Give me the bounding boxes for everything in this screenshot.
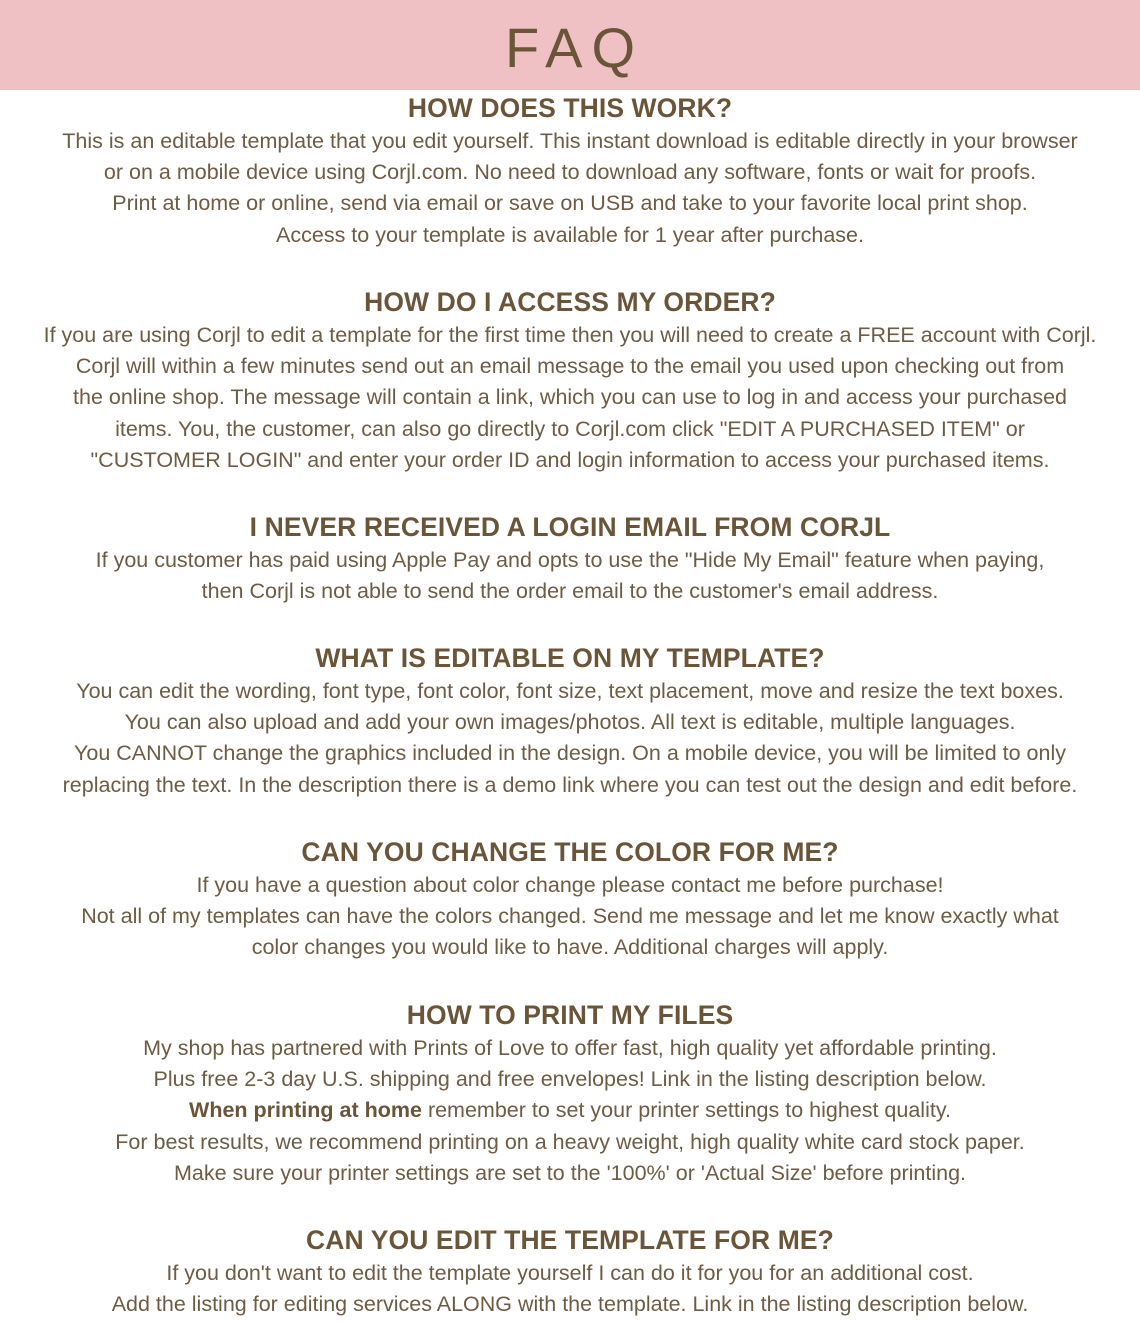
faq-line: then Corjl is not able to send the order email to the customer's email address. (201, 579, 939, 604)
faq-line: For best results, we recommend printing on a heavy weight, high quality white card stock paper. (115, 1129, 1025, 1154)
faq-heading: CAN YOU EDIT THE TEMPLATE FOR ME? (306, 1225, 834, 1255)
faq-line: Make sure your printer settings are set to the '100%' or 'Actual Size' before printing. (173, 1160, 966, 1185)
faq-section-change-color (0, 834, 1140, 964)
faq-heading: HOW DO I ACCESS MY ORDER? (364, 287, 776, 317)
header-banner (0, 0, 1140, 90)
faq-heading: I NEVER RECEIVED A LOGIN EMAIL FROM CORJL (249, 512, 891, 542)
faq-line: You can also upload and add your own images/photos. All text is editable, multiple languages. (124, 710, 1016, 735)
faq-line: If you have a question about color change please contact me before purchase! (196, 873, 944, 897)
faq-line: Add the listing for editing services ALONG with the template. Link in the listing description below. (111, 1292, 1029, 1317)
faq-heading: CAN YOU CHANGE THE COLOR FOR ME? (301, 837, 839, 867)
faq-line: This is an editable template that you edit yourself. This instant download is editable directly in your browser (62, 129, 1078, 153)
faq-line: Corjl will within a few minutes send out an email message to the email you used upon checking out from (75, 354, 1065, 379)
faq-section-login-email (0, 509, 1140, 607)
faq-section-edit-for-me (0, 1222, 1140, 1320)
faq-line: If you customer has paid using Apple Pay and opts to use the "Hide My Email" feature when paying, (95, 548, 1045, 572)
faq-heading: HOW TO PRINT MY FILES (406, 1000, 734, 1030)
faq-line: My shop has partnered with Prints of Love to offer fast, high quality yet affordable printing. (143, 1036, 997, 1060)
faq-section-how-does-this-work (0, 90, 1140, 251)
faq-line: Access to your template is available for 1 year after purchase. (276, 222, 864, 247)
faq-line: If you are using Corjl to edit a template for the first time then you will need to create a FREE account with Corjl. (43, 323, 1097, 347)
faq-line: Print at home or online, send via email or save on USB and take to your favorite local print shop. (112, 191, 1028, 216)
faq-section-access-order (0, 284, 1140, 476)
faq-line: Not all of my templates can have the colors changed. Send me message and let me know exactly what (81, 904, 1059, 929)
faq-section-editable (0, 640, 1140, 801)
faq-heading: WHAT IS EDITABLE ON MY TEMPLATE? (315, 643, 825, 673)
faq-heading: HOW DOES THIS WORK? (407, 93, 733, 123)
faq-line: You CANNOT change the graphics included in the design. On a mobile device, you will be limited to only (74, 741, 1066, 766)
page-title: FAQ (504, 15, 645, 79)
faq-line-print-home (0, 1095, 1140, 1126)
faq-line: or on a mobile device using Corjl.com. No need to download any software, fonts or wait for proofs. (103, 160, 1037, 185)
faq-line: If you don't want to edit the template yourself I can do it for you for an additional cost. (166, 1261, 974, 1285)
faq-line: Plus free 2-3 day U.S. shipping and free envelopes! Link in the listing description below. (153, 1067, 987, 1092)
faq-line: "CUSTOMER LOGIN" and enter your order ID and login information to access your purchased items. (90, 447, 1050, 472)
bold-prefix: When printing at home (189, 1098, 422, 1123)
faq-line-rest: remember to set your printer settings to highest quality. (427, 1098, 951, 1123)
faq-line: color changes you would like to have. Additional charges will apply. (251, 935, 889, 960)
faq-section-print-files (0, 997, 1140, 1189)
faq-line: the online shop. The message will contain a link, which you can use to log in and access your purchased (73, 385, 1067, 410)
faq-line: items. You, the customer, can also go directly to Corjl.com click "EDIT A PURCHASED ITEM" or (115, 416, 1025, 441)
faq-line: replacing the text. In the description there is a demo link where you can test out the design and edit before. (62, 772, 1078, 797)
faq-line: You can edit the wording, font type, font color, font size, text placement, move and resize the text boxes. (76, 679, 1064, 703)
